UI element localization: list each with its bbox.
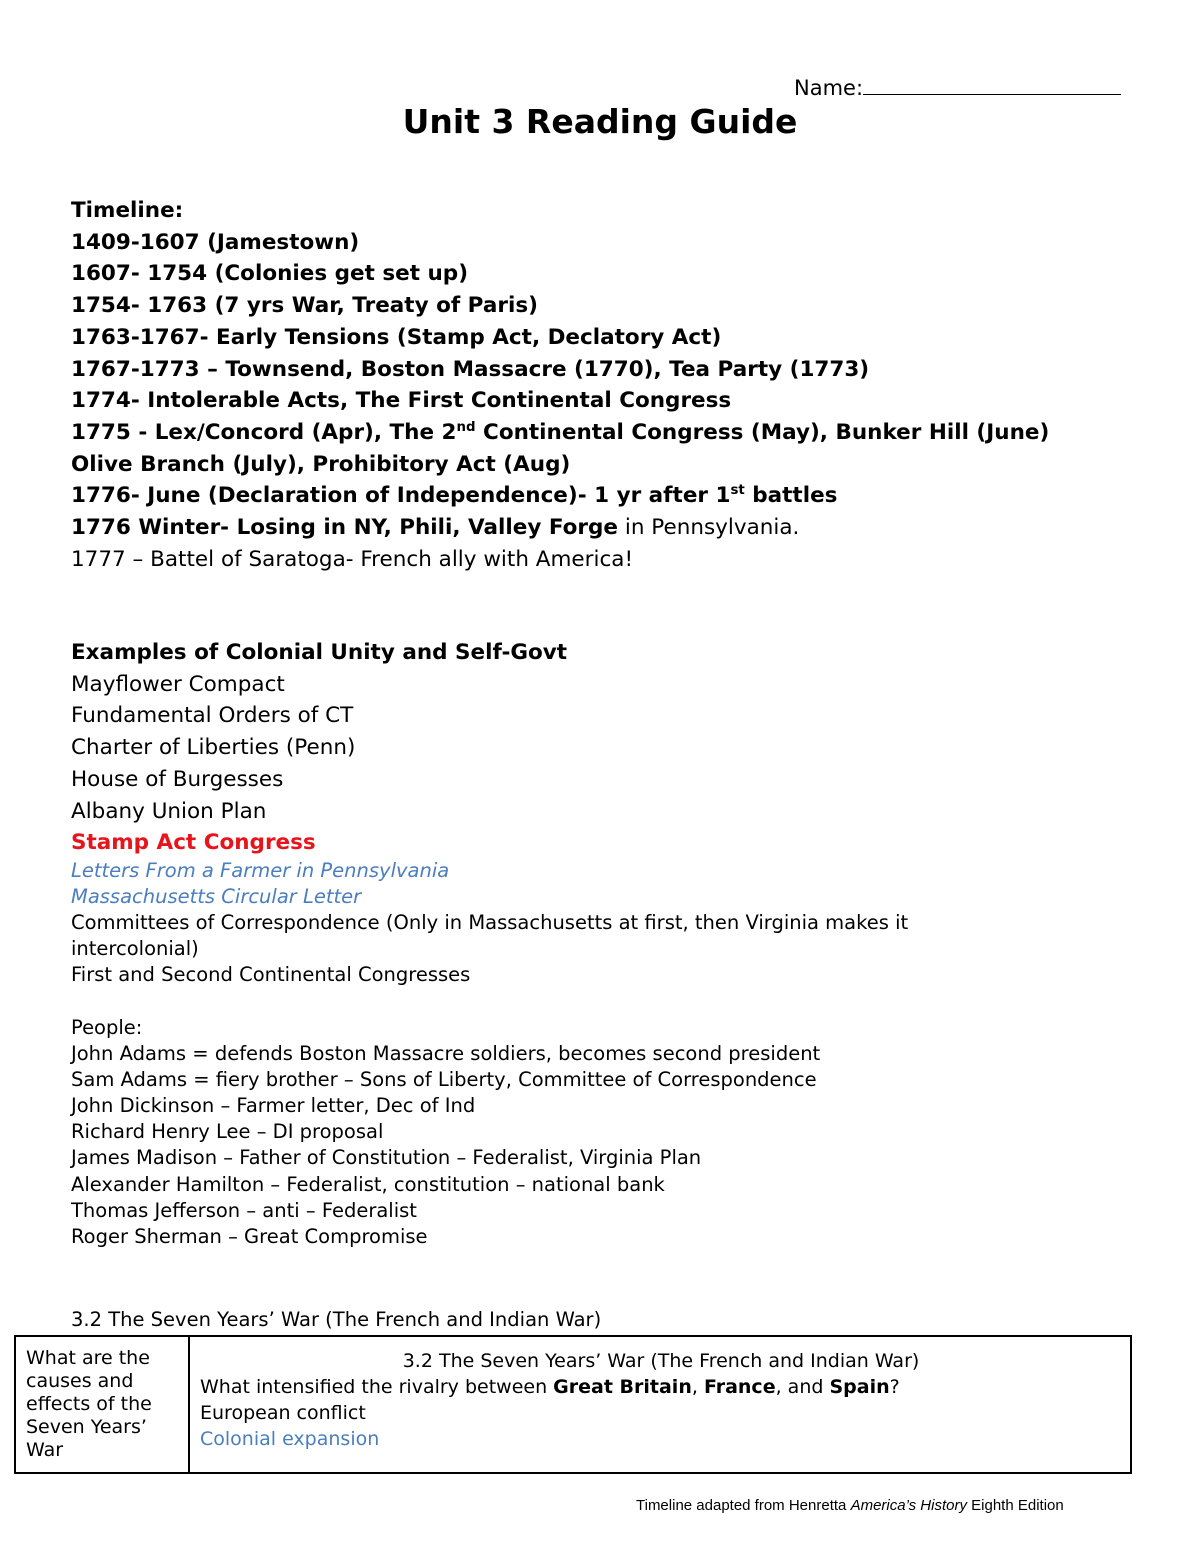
rivalry-question <box>200 1374 1122 1400</box>
separator: , and <box>775 1376 830 1398</box>
separator: , <box>691 1376 704 1398</box>
footer-prefix: Timeline adapted from Henretta <box>636 1497 851 1514</box>
name-field <box>794 72 1121 100</box>
timeline-item: 1777 – Battel of Saratoga- French ally with America! <box>71 546 634 572</box>
ordinal-suffix: st <box>730 483 745 499</box>
unity-item-stamp-act: Stamp Act Congress <box>71 830 316 856</box>
unity-item-congresses: First and Second Continental Congresses <box>71 963 471 987</box>
timeline-item: 1754- 1763 (7 yrs War, Treaty of Paris) <box>71 293 538 319</box>
name-blank-line[interactable] <box>863 72 1121 95</box>
footer-credit <box>636 1497 1064 1514</box>
answer-cell[interactable] <box>189 1336 1131 1473</box>
unity-item: Mayflower Compact <box>71 671 285 697</box>
ordinal-suffix: nd <box>456 419 476 435</box>
unity-item-circular: Massachusetts Circular Letter <box>71 885 362 909</box>
people-item: Richard Henry Lee – DI proposal <box>71 1120 384 1144</box>
question-cell: What are the causes and effects of the Seven Years’ War <box>15 1336 189 1473</box>
timeline-1775-text-end: Continental Congress (May), Bunker Hill (June) <box>475 419 1050 445</box>
people-item: Sam Adams = fiery brother – Sons of Liberty, Committee of Correspondence <box>71 1068 817 1092</box>
footer-book-title: America’s History <box>850 1497 967 1514</box>
country-great-britain: Great Britain <box>553 1376 692 1398</box>
unity-heading: Examples of Colonial Unity and Self-Govt <box>71 640 568 665</box>
timeline-winter-rest: in Pennsylvania. <box>618 515 800 541</box>
timeline-section <box>71 195 1071 575</box>
unity-item: Charter of Liberties (Penn) <box>71 735 356 761</box>
unity-section-continued <box>71 858 1071 988</box>
answer-point: European conflict <box>200 1402 366 1424</box>
timeline-item: 1607- 1754 (Colonies get set up) <box>71 261 469 287</box>
timeline-heading: Timeline: <box>71 198 184 223</box>
timeline-1775-text: 1775 - Lex/Concord (Apr), The 2 <box>71 419 457 445</box>
timeline-item: 1763-1767- Early Tensions (Stamp Act, Declatory Act) <box>71 324 722 350</box>
people-heading: People: <box>71 1016 143 1039</box>
timeline-item: 1774- Intolerable Acts, The First Continental Congress <box>71 388 732 414</box>
people-item: Alexander Hamilton – Federalist, constitution – national bank <box>71 1172 665 1196</box>
timeline-item-winter <box>71 512 1071 544</box>
timeline-item: Olive Branch (July), Prohibitory Act (Aug) <box>71 451 571 477</box>
timeline-winter-bold: 1776 Winter- Losing in NY, Phili, Valley Forge <box>71 515 619 541</box>
question-mark: ? <box>889 1376 900 1398</box>
unity-item: House of Burgesses <box>71 766 284 792</box>
people-item: Thomas Jefferson – anti – Federalist <box>71 1198 417 1222</box>
unity-item-letters: Letters From a Farmer in Pennsylvania <box>71 859 450 882</box>
people-section <box>71 1015 1071 1250</box>
unity-item-committees: Committees of Correspondence (Only in Massachusetts at first, then Virginia makes it intercolonial) <box>71 911 909 961</box>
timeline-item: 1767-1773 – Townsend, Boston Massacre (1770), Tea Party (1773) <box>71 356 870 382</box>
timeline-item-1775 <box>71 417 1071 449</box>
timeline-1776-text-end: battles <box>744 483 838 509</box>
people-item: John Dickinson – Farmer letter, Dec of Ind <box>71 1094 476 1118</box>
timeline-item-1776 <box>71 480 1071 512</box>
people-item: James Madison – Father of Constitution – Federalist, Virginia Plan <box>71 1146 702 1170</box>
unity-item: Fundamental Orders of CT <box>71 703 354 729</box>
answer-point: Colonial expansion <box>200 1428 380 1450</box>
page-title: Unit 3 Reading Guide <box>402 102 798 141</box>
name-label: Name: <box>794 76 864 100</box>
people-item: John Adams = defends Boston Massacre soldiers, becomes second president <box>71 1042 821 1066</box>
section-title: 3.2 The Seven Years’ War (The French and Indian War) <box>71 1308 602 1331</box>
country-france: France <box>703 1376 776 1398</box>
table-heading: 3.2 The Seven Years’ War (The French and Indian War) <box>402 1350 920 1372</box>
unity-item: Albany Union Plan <box>71 798 267 824</box>
seven-years-war-table <box>14 1335 1132 1474</box>
unity-section <box>71 637 1071 859</box>
people-item: Roger Sherman – Great Compromise <box>71 1224 428 1248</box>
footer-suffix: Eighth Edition <box>966 1497 1064 1514</box>
country-spain: Spain <box>829 1376 890 1398</box>
timeline-1776-text: 1776- June (Declaration of Independence)- 1 yr after 1 <box>71 483 731 509</box>
timeline-item: 1409-1607 (Jamestown) <box>71 229 360 255</box>
question-text: What intensified the rivalry between <box>200 1376 554 1398</box>
